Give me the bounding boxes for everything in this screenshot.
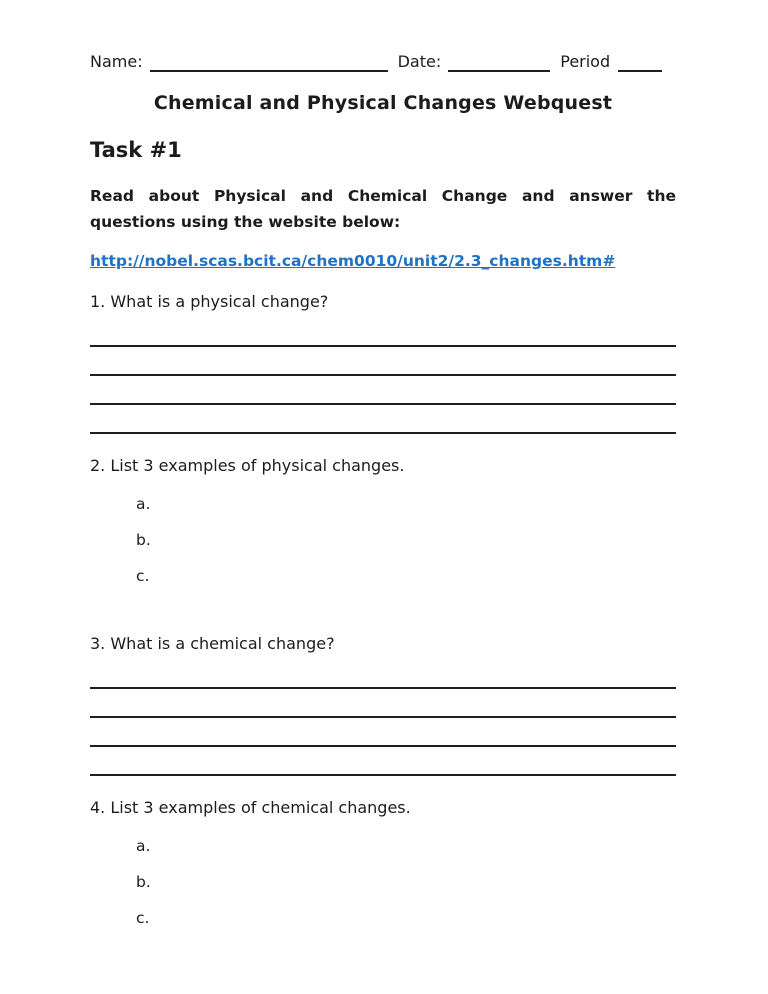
webquest-link[interactable]: http://nobel.scas.bcit.ca/chem0010/unit2/2.3_changes.htm# xyxy=(90,252,616,270)
period-label: Period xyxy=(560,52,611,71)
question-2-label: 2. List 3 examples of physical changes. xyxy=(90,456,405,475)
name-label: Name: xyxy=(90,52,143,71)
question-1-label: 1. What is a physical change? xyxy=(90,292,329,311)
list-item-b: b. xyxy=(136,873,151,891)
list-item-b: b. xyxy=(136,531,151,549)
page-title: Chemical and Physical Changes Webquest xyxy=(153,92,613,114)
name-blank-line xyxy=(150,54,388,72)
question-3-answer-lines xyxy=(90,660,676,776)
instructions-text: Read about Physical and Chemical Change and answer the questions using the website below: xyxy=(90,187,676,231)
answer-line xyxy=(90,376,676,405)
question-1-answer-lines xyxy=(90,318,676,434)
date-label: Date: xyxy=(397,52,442,71)
list-item-c: c. xyxy=(136,567,150,585)
name-date-period-row xyxy=(90,52,676,72)
question-4-label: 4. List 3 examples of chemical changes. xyxy=(90,798,411,817)
answer-line xyxy=(90,347,676,376)
answer-line xyxy=(90,718,676,747)
question-4-answer-list xyxy=(136,838,676,926)
task-heading: Task #1 xyxy=(90,138,182,162)
question-3-label: 3. What is a chemical change? xyxy=(90,634,335,653)
list-item-a: a. xyxy=(136,495,151,513)
answer-line xyxy=(90,660,676,689)
answer-line xyxy=(90,747,676,776)
list-item-a: a. xyxy=(136,837,151,855)
list-item-c: c. xyxy=(136,909,150,927)
answer-line xyxy=(90,689,676,718)
question-2-answer-list xyxy=(136,496,676,584)
answer-line xyxy=(90,318,676,347)
date-blank-line xyxy=(448,54,550,72)
answer-line xyxy=(90,405,676,434)
period-blank-line xyxy=(618,54,662,72)
